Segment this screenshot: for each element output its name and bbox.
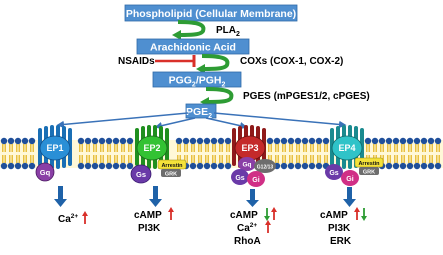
lipid-head-outer xyxy=(281,138,287,144)
lipid-head-outer xyxy=(414,138,420,144)
lipid-head-inner xyxy=(288,163,294,169)
pgh2-subscript: 2 xyxy=(221,81,226,89)
ep3-label: EP3 xyxy=(241,143,259,153)
ep2-label: EP2 xyxy=(143,143,161,153)
ep3-gq-label: Gq xyxy=(242,161,252,169)
lipid-head-inner xyxy=(400,163,406,169)
lipid-head-outer xyxy=(428,138,434,144)
lipid-head-outer xyxy=(295,138,301,144)
signal-arrow-ep3-icon xyxy=(246,189,259,207)
pge2-subscript: 2 xyxy=(208,113,213,120)
ep2-out-pi3k: PI3K xyxy=(138,223,161,234)
lipid-head-inner xyxy=(316,163,322,169)
ep2-arrestin-label: Arrestin xyxy=(161,163,183,169)
lipid-head-outer xyxy=(365,138,371,144)
svg-text:PGG2/PGH2 xyxy=(169,75,226,89)
ep3-out-ca: Ca xyxy=(237,223,250,234)
lipid-head-inner xyxy=(309,163,315,169)
lipid-head-inner xyxy=(15,163,21,169)
ep4-label: EP4 xyxy=(338,143,356,153)
ep2-camp-up-arrow-icon xyxy=(168,207,174,220)
ep1-gq-label: Gq xyxy=(39,168,51,177)
pgh2-label: /PGH xyxy=(195,74,222,87)
lipid-head-inner xyxy=(92,163,98,169)
ep3-camp-up-arrow-icon xyxy=(271,207,277,220)
ep4-out-pi3k: PI3K xyxy=(328,223,351,234)
lipid-head-inner xyxy=(113,163,119,169)
lipid-head-outer xyxy=(407,138,413,144)
lipid-head-outer xyxy=(92,138,98,144)
ep3-ca-up-arrow-icon xyxy=(265,220,271,233)
lipid-head-outer xyxy=(435,138,441,144)
cox-arrow-icon xyxy=(196,56,227,74)
cox-label: COXs (COX-1, COX-2) xyxy=(240,56,344,67)
lipid-head-outer xyxy=(421,138,427,144)
ep4-camp-down-arrow-icon xyxy=(361,208,367,221)
ep4-arrestin-label: Arrestin xyxy=(358,161,380,167)
lipid-head-outer xyxy=(309,138,315,144)
lipid-head-outer xyxy=(8,138,14,144)
ep4-out-camp: cAMP xyxy=(320,210,348,221)
lipid-head-outer xyxy=(183,138,189,144)
lipid-head-outer xyxy=(120,138,126,144)
ep3-camp-down-arrow-icon xyxy=(264,208,270,221)
svg-text:Ca2+ xyxy=(237,222,257,234)
lipid-head-inner xyxy=(1,163,7,169)
lipid-head-outer xyxy=(218,138,224,144)
pgg2-subscript: 2 xyxy=(191,81,196,89)
pla2-subscript: 2 xyxy=(236,31,240,38)
lipid-head-inner xyxy=(204,163,210,169)
lipid-head-inner xyxy=(127,163,133,169)
lipid-head-inner xyxy=(414,163,420,169)
ep1-out-ca: Ca xyxy=(58,214,71,225)
lipid-head-inner xyxy=(302,163,308,169)
lipid-head-outer xyxy=(274,138,280,144)
lipid-head-outer xyxy=(113,138,119,144)
svg-text:PLA2 xyxy=(216,25,240,38)
phospholipid-box xyxy=(125,5,297,21)
lipid-head-inner xyxy=(421,163,427,169)
lipid-head-inner xyxy=(225,163,231,169)
lipid-head-outer xyxy=(400,138,406,144)
ep1-label: EP1 xyxy=(46,143,64,153)
lipid-head-inner xyxy=(281,163,287,169)
ep1-out-ca-sup: 2+ xyxy=(70,213,79,220)
lipid-head-outer xyxy=(99,138,105,144)
lipid-head-inner xyxy=(99,163,105,169)
lipid-head-outer xyxy=(15,138,21,144)
ep3-out-ca-sup: 2+ xyxy=(249,222,258,229)
signal-arrow-ep2-icon xyxy=(149,186,162,207)
signal-arrow-ep4-icon xyxy=(343,187,356,207)
lipid-head-inner xyxy=(435,163,441,169)
ep3-g1213-label: G12/13 xyxy=(256,164,274,171)
lipid-head-inner xyxy=(190,163,196,169)
ep1-ca-up-arrow-icon xyxy=(82,211,88,224)
lipid-head-outer xyxy=(225,138,231,144)
lipid-head-outer xyxy=(190,138,196,144)
lipid-head-outer xyxy=(393,138,399,144)
lipid-head-inner xyxy=(218,163,224,169)
lipid-head-inner xyxy=(211,163,217,169)
receptor-ep1 xyxy=(36,125,72,181)
lipid-head-outer xyxy=(197,138,203,144)
ep2-gs-label: Gs xyxy=(135,170,147,179)
phospholipid-label: Phospholipid (Cellular Membrane) xyxy=(125,8,297,20)
lipid-head-outer xyxy=(29,138,35,144)
pges-label: PGES (mPGES1/2, cPGES) xyxy=(243,91,370,102)
lipid-head-outer xyxy=(85,138,91,144)
ep3-gs-label: Gs xyxy=(235,175,245,182)
lipid-head-outer xyxy=(176,138,182,144)
lipid-head-inner xyxy=(22,163,28,169)
nsaids-label: NSAIDs xyxy=(118,56,155,67)
svg-text:Ca2+ xyxy=(58,213,78,225)
lipid-head-outer xyxy=(22,138,28,144)
ep4-camp-up-arrow-icon xyxy=(354,207,360,220)
lipid-head-inner xyxy=(29,163,35,169)
lipid-head-outer xyxy=(288,138,294,144)
pgg2-pgh2-box xyxy=(153,72,241,89)
pgg2-label: PGG xyxy=(168,74,192,87)
lipid-head-inner xyxy=(386,163,392,169)
lipid-head-inner xyxy=(78,163,84,169)
lipid-head-outer xyxy=(78,138,84,144)
lipid-head-inner xyxy=(407,163,413,169)
ep2-out-camp: cAMP xyxy=(134,210,162,221)
lipid-head-inner xyxy=(428,163,434,169)
lipid-head-outer xyxy=(302,138,308,144)
lipid-head-inner xyxy=(85,163,91,169)
lipid-head-outer xyxy=(127,138,133,144)
ep4-gs-label: Gs xyxy=(329,170,339,177)
lipid-head-outer xyxy=(386,138,392,144)
arachidonic-acid-label: Arachidonic Acid xyxy=(150,41,236,54)
lipid-head-inner xyxy=(197,163,203,169)
pla2-label: PLA xyxy=(216,25,236,36)
nsaids-inhibition-icon xyxy=(155,55,194,67)
lipid-head-inner xyxy=(106,163,112,169)
lipid-head-outer xyxy=(316,138,322,144)
lipid-head-outer xyxy=(372,138,378,144)
lipid-head-inner xyxy=(120,163,126,169)
ep3-out-camp: cAMP xyxy=(230,210,258,221)
pla2-arrow-icon xyxy=(172,22,203,40)
lipid-head-outer xyxy=(379,138,385,144)
lipid-head-outer xyxy=(267,138,273,144)
arachidonic-acid-box xyxy=(137,39,249,54)
lipid-head-inner xyxy=(295,163,301,169)
ep4-out-erk: ERK xyxy=(330,236,352,247)
ep4-gi-label: Gi xyxy=(346,176,354,183)
lipid-head-outer xyxy=(211,138,217,144)
pge2-label: PGE xyxy=(185,106,209,118)
ep3-gi-label: Gi xyxy=(252,177,260,184)
ep4-grk-label: GRK xyxy=(362,169,376,176)
lipid-head-outer xyxy=(323,138,329,144)
lipid-head-outer xyxy=(1,138,7,144)
lipid-head-inner xyxy=(393,163,399,169)
lipid-head-outer xyxy=(106,138,112,144)
ep2-grk-label: GRK xyxy=(164,171,178,178)
ep3-out-rhoa: RhoA xyxy=(234,236,261,247)
lipid-head-outer xyxy=(204,138,210,144)
lipid-head-inner xyxy=(8,163,14,169)
pge2-box xyxy=(186,104,216,120)
signal-arrow-ep1-icon xyxy=(54,186,67,207)
